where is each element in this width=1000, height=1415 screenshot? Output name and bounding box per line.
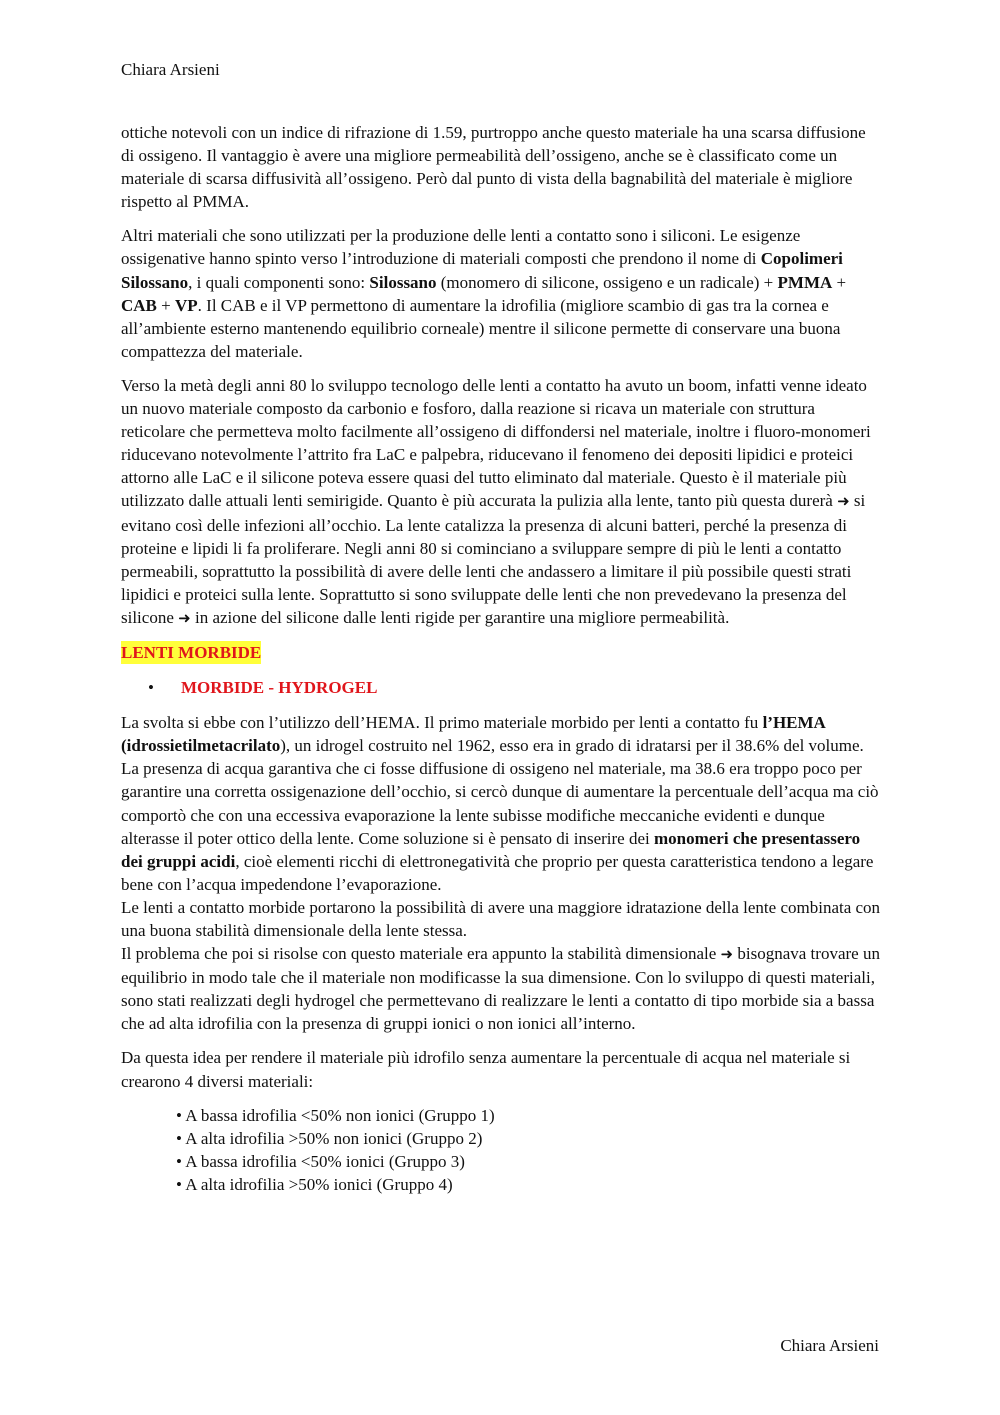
bullet-icon: • <box>148 678 154 698</box>
bold-term: Copolimeri Silossano <box>121 249 843 292</box>
bold-term: monomeri che presentassero dei gruppi acidi <box>121 828 861 871</box>
paragraph-stability <box>121 942 881 1035</box>
paragraph-soft-lenses: Le lenti a contatto morbide portarono la possibilità di avere una maggiore idratazione della lente combinata con una buona stabilità dimensionale della lente stessa. <box>121 897 881 940</box>
bold-term: PMMA <box>777 272 833 292</box>
text-run: Altri materiali che sono utilizzati per la produzione delle lenti a contatto sono i siliconi. Le esigenze ossigenative hanno spinto verso l’introduzione di materiali composti che prendono il nome di <box>121 226 801 269</box>
list-item: • A alta idrofilia >50% non ionici (Gruppo 2) <box>176 1128 483 1148</box>
list-item: • A alta idrofilia >50% ionici (Gruppo 4) <box>176 1174 453 1194</box>
page-footer-author: Chiara Arsieni <box>780 1336 879 1355</box>
text-run: (monomero di silicone, ossigeno e un radicale) + <box>436 272 778 292</box>
paragraph-hema <box>121 711 881 896</box>
paragraph-eighties <box>121 374 881 630</box>
subheading-hydrogel: MORBIDE - HYDROGEL <box>181 678 378 698</box>
document-body <box>121 121 881 1196</box>
text-run: Il problema che poi si risolse con questo materiale era appunto la stabilità dimensionale <box>121 944 721 964</box>
text-run: si evitano così delle infezioni all’occhio. La lente catalizza la presenza di alcuni batteri, perché la presenza di proteine e lipidi li fa proliferare. Negli anni 80 si cominciano a sviluppare sempre di più le lenti a contatto permeabili, soprattutto la possibilità di avere delle lenti che andassero a limitare il più possibile questi strati lipidici e proteici sulla lente. Soprattutto si sono sviluppate delle lenti che non prevedevano la presenza del silicone <box>121 491 866 627</box>
arrow-right-icon: ➜ <box>178 608 191 627</box>
bold-term: CAB <box>121 295 157 315</box>
list-item: • A bassa idrofilia <50% ionici (Gruppo 3) <box>176 1151 465 1171</box>
text-run: bisognava trovare un equilibrio in modo tale che il materiale non modificasse la sua dimensione. Con lo sviluppo di questi materiali, sono stati realizzati degli hydrogel che permettevano di realizzare le lenti a contatto di tipo morbide sia a bassa che ad alta idrofilia con la presenza di gruppi ionici o non ionici all’interno. <box>121 944 880 1034</box>
arrow-right-icon: ➜ <box>720 945 734 964</box>
text-run: + <box>156 295 175 315</box>
bold-term: VP <box>175 295 198 315</box>
text-run: in azione del silicone dalle lenti rigide per garantire una migliore permeabilità. <box>190 607 730 627</box>
list-item: • A bassa idrofilia <50% non ionici (Gruppo 1) <box>176 1105 495 1125</box>
page-header-author: Chiara Arsieni <box>121 60 220 79</box>
text-run: ), un idrogel costruito nel 1962, esso era in grado di idratarsi per il 38.6% del volume. La presenza di acqua garantiva che ci fosse diffusione di ossigeno nel materiale, ma 38.6 era troppo poco per garantire una corretta ossigenazione dell’occhio, si cercò dunque di aumentare la percentuale dell’acqua ma ciò comportò che con una eccessiva evaporazione la lente subisse modifiche meccaniche evidenti e dunque alterasse il poter ottico della lente. Come soluzione si è pensato di inserire dei <box>121 736 879 848</box>
subheading-item <box>121 676 881 699</box>
text-run: , cioè elementi ricchi di elettronegatività che proprio per questa caratteristica tendono a legare bene con l’acqua impedendone l’evaporazione. <box>121 851 874 894</box>
paragraph-optics: ottiche notevoli con un indice di rifrazione di 1.59, purtroppo anche questo materiale ha una scarsa diffusione di ossigeno. Il vantaggio è avere una migliore permeabilità dell’ossigeno, anche se è classificato come un materiale di scarsa diffusività all’ossigeno. Però dal punto di vista della bagnabilità del materiale è migliore rispetto al PMMA. <box>121 123 866 212</box>
text-run: , i quali componenti sono: <box>188 272 370 292</box>
paragraph-silicones <box>121 224 881 363</box>
text-run: Verso la metà degli anni 80 lo sviluppo tecnologo delle lenti a contatto ha avuto un boom, infatti venne ideato un nuovo materiale composto da carbonio e fosforo, dalla reazione si ricava un materiale con struttura reticolare che permetteva molto facilmente all’ossigeno di diffondersi nel materiale, inoltre i fluoro-monomeri riducevano notevolmente l’attrito fra LaC e palpebra, riducevano il fenomeno dei depositi lipidici e proteici attorno alle LaC e il silicone poteva essere quasi del tutto eliminato dal materiale. Questo è il materiale più utilizzato dalle attuali lenti semirigide. Quanto è più accurata la pulizia alla lente, tanto più questa durerà <box>121 375 871 511</box>
bold-term: Silossano <box>369 272 437 292</box>
section-heading-lenti-morbide: LENTI MORBIDE <box>121 641 261 664</box>
text-run: + <box>832 272 847 292</box>
text-run: La svolta si ebbe con l’utilizzo dell’HEMA. Il primo materiale morbido per lenti a contatto fu <box>121 713 763 733</box>
arrow-right-icon: ➜ <box>837 492 850 511</box>
text-run: . Il CAB e il VP permettono di aumentare la idrofilia (migliore scambio di gas tra la cornea e all’ambiente esterno mantenendo equilibrio corneale) mentre il silicone permette di conservare una buona compattezza del materiale. <box>121 295 841 361</box>
paragraph-four-materials: Da questa idea per rendere il materiale più idrofilo senza aumentare la percentuale di acqua nel materiale si crearono 4 diversi materiali: <box>121 1048 851 1091</box>
materials-list <box>176 1104 881 1196</box>
bold-term: l’HEMA (idrossietilmetacrilato <box>121 713 825 756</box>
